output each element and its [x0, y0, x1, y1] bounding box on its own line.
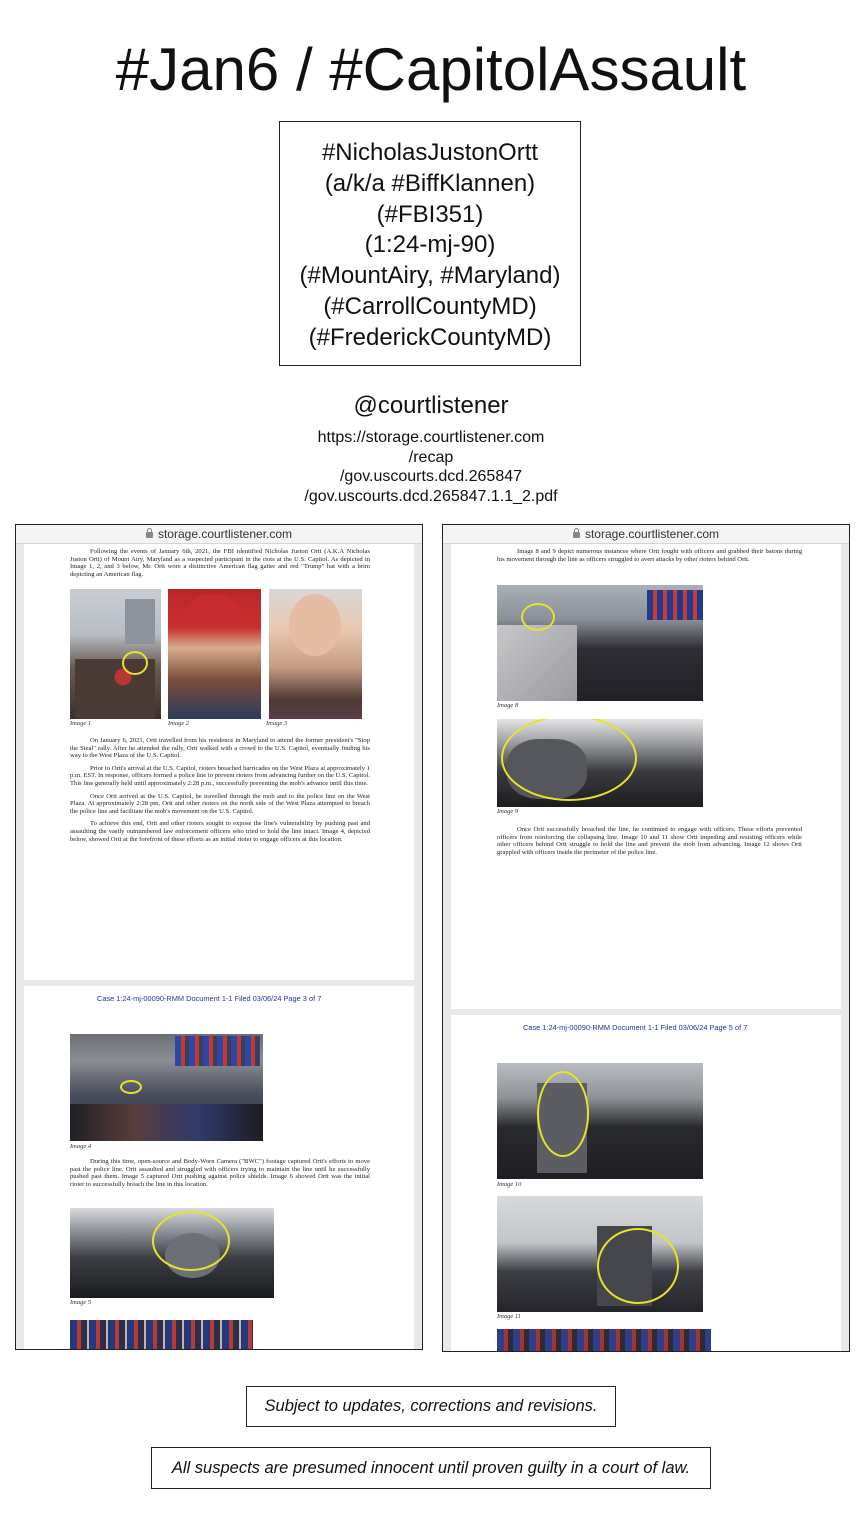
image-caption: Image 1: [70, 720, 92, 727]
lock-icon: [146, 532, 153, 538]
image-caption: Image 2: [168, 720, 190, 727]
highlight-circle: [537, 1071, 589, 1157]
source-url-line: /gov.uscourts.dcd.265847.1.1_2.pdf: [304, 487, 558, 505]
source-url-line: /gov.uscourts.dcd.265847: [339, 468, 523, 485]
document-page[interactable]: [24, 986, 414, 1350]
subject-county-1: (#CarrollCountyMD): [323, 292, 537, 320]
left-document-screenshot: [15, 524, 423, 1350]
evidence-photo: [168, 589, 261, 719]
image-caption: Image 3: [266, 720, 288, 727]
document-paragraph: Once Ortt arrived at the U.S. Capitol, he travelled through the mob and to the police line on the West Plaza. At approximately 2:28 pm, Ortt and other rioters on the north side of the West Plaza attempted to breach the police line and facilitate the mob's movement on the U.S. Capitol.: [70, 792, 370, 815]
image-caption: Image 11: [497, 1313, 521, 1320]
highlight-circle: [122, 651, 148, 675]
image-caption: Image 10: [497, 1181, 522, 1188]
document-paragraph: Prior to Ortt's arrival at the U.S. Capitol, rioters breached barricades on the West Plaza at approximately 1 p.m. EST. In response, officers formed a police line to prevent rioters from advancing further on the U.S. Capitol. This line generally held until approximately 2:28 p.m., successfully preventing the mob's advance until this time.: [70, 764, 370, 787]
subject-info-box: [279, 121, 581, 366]
page-title: #Jan6 / #CapitolAssault: [115, 36, 747, 103]
evidence-photo: [497, 585, 703, 701]
image-caption: Image 5: [70, 1299, 92, 1306]
document-paragraph: On January 6, 2021, Ortt travelled from his residence in Maryland to attend the former president's "Stop the Steal" rally. After he attended the rally, Ortt walked with a crowd to the U.S. Capitol, eventually finding his way to the West Plaza of the U.S. Capitol.: [70, 737, 370, 760]
image-caption: Image 8: [497, 702, 519, 709]
source-handle: @courtlistener: [353, 392, 509, 419]
updates-notice: Subject to updates, corrections and revisions.: [246, 1386, 616, 1427]
source-url-line: /recap: [408, 448, 454, 466]
browser-address-bar[interactable]: [16, 525, 422, 544]
image-caption: Image 9: [497, 808, 519, 815]
document-paragraph: During this time, open-source and Body-Worn Camera ("BWC") footage captured Ortt's efforts to move past the police line. Ortt assaulted and struggled with officers trying to maintain the line until he successfully pushed past them. Image 5 captured Ortt pushing against police shields. Image 6 showed Ortt was the initial rioter to successfully breach the line in this location.: [70, 1158, 370, 1188]
address-text: storage.courtlistener.com: [584, 527, 720, 541]
highlight-circle: [120, 1080, 142, 1094]
document-paragraph: Once Ortt successfully breached the line, he continued to engage with officers. These efforts prevented officers from reinforcing the collapsing line. Image 10 and 11 show Ortt impeding and resisting officers while other officers behind Ortt struggle to hold the line and prevent the mob from advancing. Image 12 shows Ortt grappled with officers inside the perimeter of the police line.: [497, 826, 802, 856]
evidence-photo: [497, 1329, 711, 1352]
source-url-line: https://storage.courtlistener.com: [317, 429, 545, 446]
highlight-circle: [597, 1228, 679, 1304]
browser-address-bar[interactable]: [443, 525, 849, 544]
page-header: Case 1:24-mj-00090-RMM Document 1-1 Filed 03/06/24 Page 5 of 7: [523, 1023, 748, 1032]
innocence-disclaimer: All suspects are presumed innocent until proven guilty in a court of law.: [151, 1447, 711, 1489]
evidence-photo: [70, 1034, 263, 1141]
document-paragraph: To achieve this end, Ortt and other rioters sought to expose the line's vulnerability by pushing past and assaulting the vastly outnumbered law enforcement officers who tried to hold the line intact. Image 4, depicted below, showed Ortt at the forefront of these efforts as an initial rioter to engage officers at this location.: [70, 820, 370, 843]
source-url: [0, 428, 862, 506]
subject-case-number: (1:24-mj-90): [364, 231, 496, 259]
document-page[interactable]: [451, 1015, 841, 1352]
evidence-photo: [70, 1208, 274, 1298]
subject-fbi-id: (#FBI351): [376, 200, 484, 228]
evidence-photo: [269, 589, 362, 719]
evidence-photo: [70, 1320, 253, 1350]
document-page[interactable]: [24, 544, 414, 980]
document-body: [70, 737, 370, 848]
evidence-photo: [497, 719, 703, 807]
document-paragraph: Following the events of January 6th, 2021, the FBI identified Nicholas Juston Ortt (A.K.A Nicholas Juston Ortt) of Mount Airy, Maryland as a suspected participant in the riots at the U.S. Capitol. As depicted in Image 1, 2, and 3 below, Mr. Ortt wore a distinctive American flag gaiter and red "Trump" hat with a brim depicting an American flag.: [70, 548, 370, 578]
subject-name: #NicholasJustonOrtt: [321, 139, 539, 166]
image-caption: Image 4: [70, 1143, 92, 1150]
right-document-screenshot: [442, 524, 850, 1352]
subject-alias: (a/k/a #BiffKlannen): [324, 169, 536, 197]
subject-county-2: (#FrederickCountyMD): [308, 323, 552, 351]
document-paragraph: Image 8 and 9 depict numerous instances where Ortt fought with officers and grabbed their batons during his movement through the line as officers struggled to avert attacks by other rioters behind Ortt.: [497, 548, 802, 563]
lock-icon: [573, 532, 580, 538]
page-header: Case 1:24-mj-00090-RMM Document 1-1 Filed 03/06/24 Page 3 of 7: [97, 994, 322, 1003]
highlight-circle: [521, 603, 555, 631]
evidence-photo: [70, 589, 161, 719]
address-text: storage.courtlistener.com: [157, 527, 293, 541]
document-page[interactable]: [451, 544, 841, 1009]
subject-location: (#MountAiry, #Maryland): [299, 262, 561, 290]
evidence-photo: [497, 1063, 703, 1179]
evidence-photo: [497, 1196, 703, 1312]
highlight-circle: [501, 719, 637, 801]
highlight-circle: [152, 1211, 230, 1271]
